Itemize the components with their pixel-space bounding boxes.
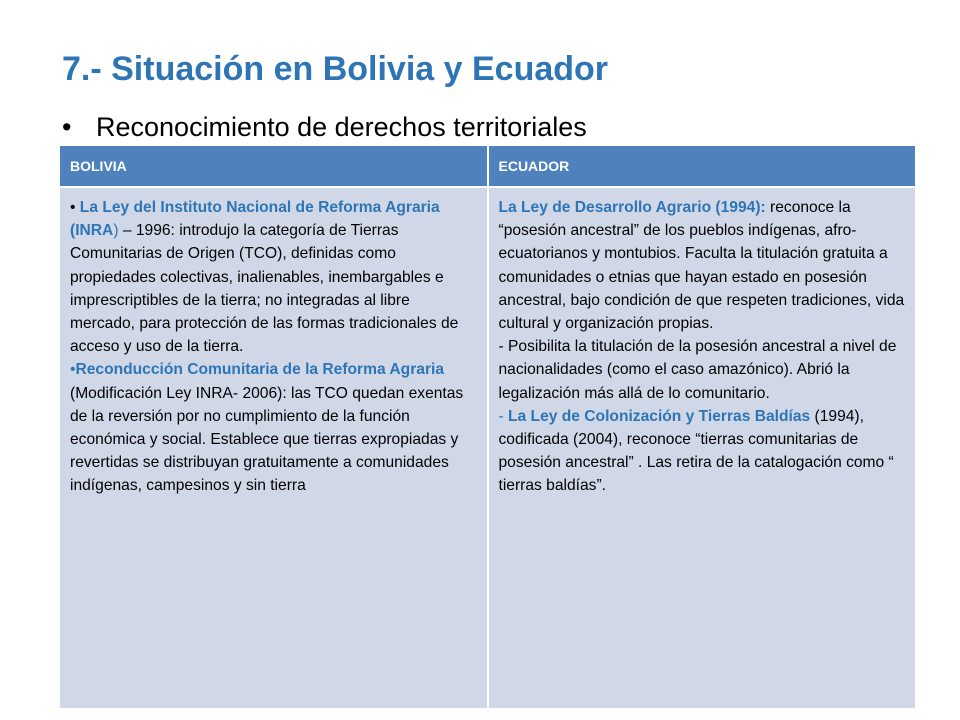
bullet-glyph: •	[62, 112, 72, 142]
ecuador-paragraph-desarrollo-agrario	[499, 196, 906, 335]
table-row	[60, 187, 915, 708]
bolivia-paragraph-inra	[70, 196, 477, 358]
law-name-paren: )	[113, 222, 119, 240]
subtitle-text: Reconocimiento de derechos territoriales	[96, 112, 587, 142]
slide-title: 7.- Situación en Bolivia y Ecuador	[62, 50, 609, 88]
paragraph-text: (1994), codificada (2004), reconoce “tierras comunitarias de posesión ancestral” . Las retira de la catalogación como “ tierras baldías”.	[498, 407, 894, 495]
paragraph-text: reconoce la “posesión ancestral” de los pueblos indígenas, afro-ecuatorianos y montubios. Faculta la titulación gratuita a comunidades o etnias que hayan estado en posesión ancestral, bajo condición de que respeten tradiciones, vida cultural y organización propias.	[498, 199, 905, 333]
law-name-reconduccion: Reconducción Comunitaria de la Reforma Agraria	[75, 361, 445, 379]
dash-glyph: -	[498, 407, 509, 425]
cell-ecuador	[488, 187, 916, 708]
table-header-row	[60, 146, 915, 187]
ecuador-paragraph-colonizacion	[499, 405, 906, 498]
law-name-inra: La Ley del Instituto Nacional de Reforma Agraria (INRA	[70, 199, 440, 240]
cell-bolivia	[60, 187, 488, 708]
paragraph-text: (Modificación Ley INRA- 2006): las TCO quedan exentas de la reversión por no cumplimiento de la función económica y social. Establece que tierras expropiadas y revertidas se distribuyan gratuitamente a comunidades indígenas, campesinos y sin tierra	[70, 384, 464, 495]
paragraph-text: – 1996: introdujo la categoría de Tierras Comunitarias de Origen (TCO), definidas como propiedades colectivas, inalienables, inembargables e imprescriptibles de la tierra; no integradas al libre mercado, para protección de las formas tradicionales de acceso y uso de la tierra.	[70, 222, 459, 356]
subtitle-bullet-item	[62, 112, 587, 143]
bullet-glyph: •	[70, 361, 76, 379]
bolivia-paragraph-reconduccion	[70, 358, 477, 497]
header-ecuador: ECUADOR	[488, 146, 916, 187]
ecuador-paragraph-titulacion: - Posibilita la titulación de la posesión ancestral a nivel de nacionalidades (como el caso amazónico). Abrió la legalización más allá de lo comunitario.	[498, 338, 897, 402]
law-name-desarrollo-agrario: La Ley de Desarrollo Agrario (1994):	[498, 199, 766, 216]
law-name-colonizacion: La Ley de Colonización y Tierras Baldías	[508, 407, 811, 425]
bullet-glyph: •	[70, 199, 80, 216]
header-bolivia: BOLIVIA	[60, 146, 488, 187]
comparison-table	[60, 146, 915, 708]
